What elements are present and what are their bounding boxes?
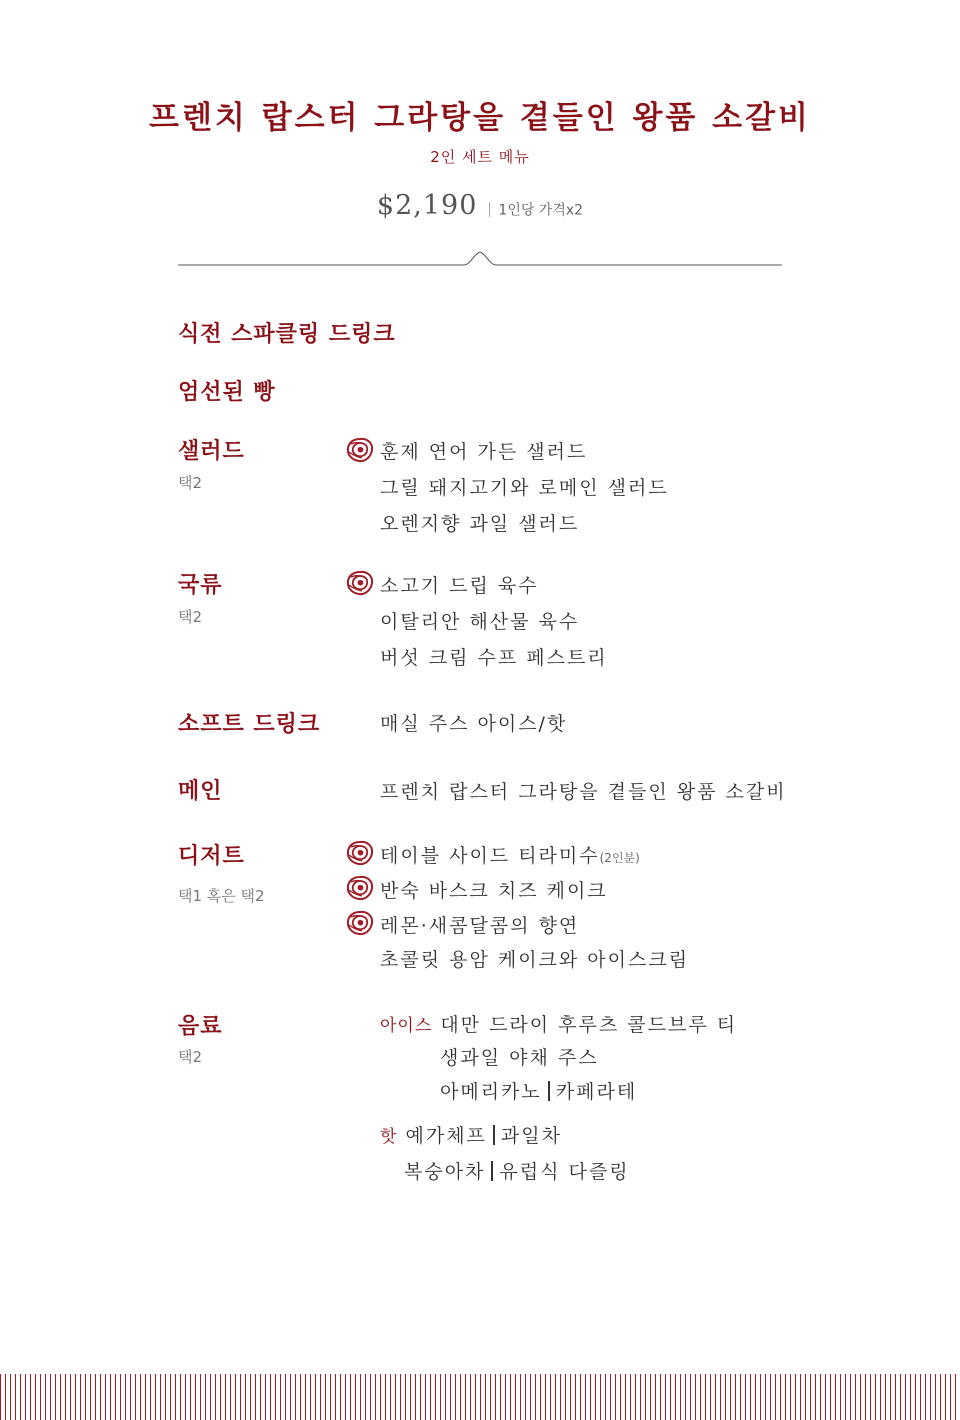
salad-item-3: 오렌지향 과일 샐러드	[380, 513, 580, 535]
section-main-title: 메인	[178, 779, 223, 804]
hot-darjeeling: 유럽식 다즐링	[499, 1161, 630, 1183]
salad-item-1: 훈제 연어 가든 샐러드	[380, 441, 588, 463]
iced-item-1: 대만 드라이 후루츠 콜드브루 티	[440, 1014, 738, 1036]
beverage-iced-row-3	[440, 1077, 637, 1104]
section-dessert-note: 택1 혹은 택2	[178, 887, 265, 905]
dessert-item-1	[380, 841, 640, 868]
separator	[548, 1081, 550, 1101]
salad-item-2: 그릴 돼지고기와 로메인 샐러드	[380, 477, 669, 499]
menu-title: 프렌치 랍스터 그라탕을 곁들인 왕품 소갈비	[149, 100, 811, 136]
hot-peach-tea: 복숭아차	[404, 1161, 486, 1183]
separator	[491, 1161, 493, 1181]
separator	[493, 1125, 495, 1145]
section-bread-title: 엄선된 빵	[178, 380, 276, 405]
soup-item-1: 소고기 드립 육수	[380, 575, 539, 597]
section-soup-note: 택2	[178, 608, 203, 626]
dessert-item-1-label: 테이블 사이드 티라미수	[380, 845, 600, 867]
soup-item-3: 버섯 크림 수프 페스트리	[380, 647, 608, 669]
soft-drink-item: 매실 주스 아이스/핫	[380, 713, 568, 735]
beverage-hot-row-1	[380, 1121, 562, 1148]
section-salad-title: 샐러드	[178, 439, 245, 464]
decorative-stripe-border	[0, 1374, 960, 1420]
rose-icon	[345, 839, 375, 867]
beverage-iced-row-1	[380, 1010, 737, 1037]
rose-icon	[345, 874, 375, 902]
hot-fruit-tea: 과일차	[500, 1125, 562, 1147]
hot-yirgacheffe: 예가체프	[405, 1125, 487, 1147]
hot-label: 핫	[380, 1127, 398, 1147]
section-salad-note: 택2	[178, 474, 203, 492]
rose-icon	[345, 436, 375, 464]
iced-item-2: 생과일 야채 주스	[440, 1047, 599, 1069]
iced-americano: 아메리카노	[440, 1081, 542, 1103]
iced-latte: 카페라테	[555, 1081, 638, 1103]
price-separator	[489, 202, 490, 217]
section-aperitif-title: 식전 스파클링 드링크	[178, 322, 396, 347]
section-soup-title: 국류	[178, 573, 223, 598]
dessert-portion-note: (2인분)	[599, 851, 640, 865]
rose-icon	[345, 569, 375, 597]
main-item: 프렌치 랍스터 그라탕을 곁들인 왕품 소갈비	[380, 781, 787, 803]
price-note: 1인당 가격x2	[498, 202, 584, 219]
header-divider	[178, 248, 782, 268]
menu-subtitle: 2인 세트 메뉴	[430, 148, 530, 166]
iced-label: 아이스	[380, 1016, 433, 1036]
price: $2,190	[376, 190, 478, 221]
soup-item-2: 이탈리안 해산물 육수	[380, 611, 580, 633]
section-beverage-note: 택2	[178, 1048, 203, 1066]
price-row	[0, 190, 960, 221]
dessert-item-4: 초콜릿 용암 케이크와 아이스크림	[380, 949, 690, 971]
dessert-item-2: 반숙 바스크 치즈 케이크	[380, 880, 608, 902]
rose-icon	[345, 909, 375, 937]
beverage-hot-row-2	[404, 1157, 630, 1184]
section-dessert-title: 디저트	[178, 844, 245, 869]
section-beverage-title: 음료	[178, 1014, 223, 1039]
section-soft-drink-title: 소프트 드링크	[178, 712, 321, 737]
dessert-item-3: 레몬·새콤달콤의 향연	[380, 915, 580, 937]
